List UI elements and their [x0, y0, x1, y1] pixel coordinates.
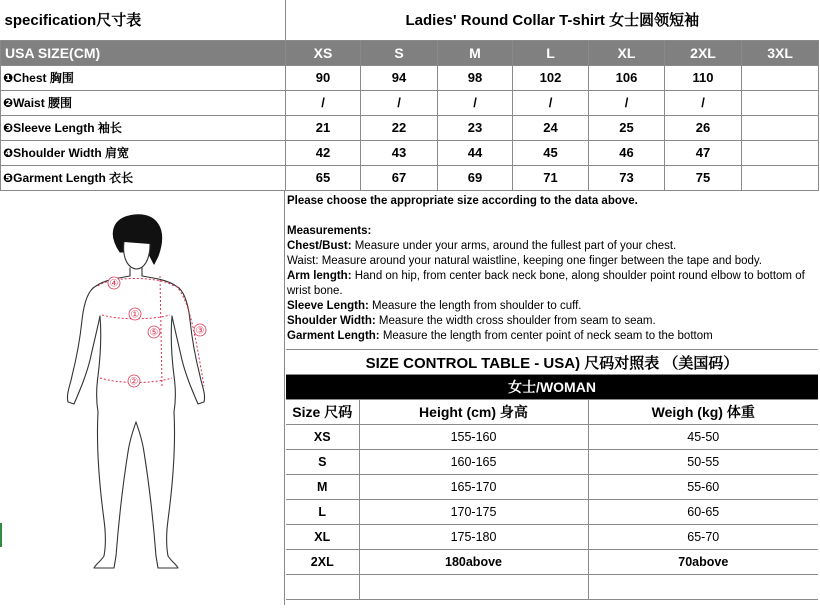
measurement-figure — [0, 190, 285, 605]
control-title: SIZE CONTROL TABLE - USA) 尺码对照表 （美国码） — [286, 350, 818, 375]
marker-chest: ① — [130, 309, 140, 321]
size-col-header: L — [513, 40, 589, 65]
size-col-header: 2XL — [665, 40, 742, 65]
header-weight: Weigh (kg) 体重 — [588, 400, 818, 425]
table-cell: 25 — [589, 115, 665, 140]
row-label: ❸Sleeve Length 袖长 — [1, 115, 286, 140]
table-row — [286, 475, 818, 500]
table-cell: 43 — [361, 140, 438, 165]
table-cell: 24 — [513, 115, 589, 140]
size-col-header: S — [361, 40, 438, 65]
note-item — [287, 314, 818, 329]
table-row — [286, 500, 818, 525]
weight-cell: 45-50 — [588, 425, 818, 450]
marker-sleeve: ③ — [195, 325, 205, 337]
table-row — [286, 575, 818, 600]
table-cell: / — [589, 90, 665, 115]
height-cell: 165-170 — [359, 475, 588, 500]
cell-marker — [0, 523, 2, 547]
note-text: Measure the width cross shoulder from seam to seam. — [375, 315, 656, 327]
table-cell — [742, 65, 819, 90]
height-cell: 160-165 — [359, 450, 588, 475]
table-cell: / — [361, 90, 438, 115]
table-cell: / — [513, 90, 589, 115]
table-cell: 42 — [286, 140, 361, 165]
note-term: Arm length: — [287, 270, 352, 282]
note-item — [287, 299, 818, 314]
table-cell: 94 — [361, 65, 438, 90]
note-text: Measure the length from shoulder to cuff. — [368, 300, 582, 312]
table-cell: 98 — [438, 65, 513, 90]
note-item — [287, 239, 818, 254]
table-cell — [742, 115, 819, 140]
height-cell: 180above — [359, 550, 588, 575]
table-cell: 22 — [361, 115, 438, 140]
size-cell — [286, 575, 359, 600]
height-cell: 155-160 — [359, 425, 588, 450]
table-cell: 73 — [589, 165, 665, 190]
size-cell: L — [286, 500, 359, 525]
note-text: Measure under your arms, around the fullest part of your chest. — [351, 240, 677, 252]
table-cell: 110 — [665, 65, 742, 90]
table-cell — [742, 90, 819, 115]
note-term: Garment Length: — [287, 330, 380, 342]
table-cell — [742, 140, 819, 165]
table-row — [1, 90, 819, 115]
note-term: Sleeve Length: — [287, 300, 369, 312]
weight-cell: 65-70 — [588, 525, 818, 550]
note-term: Waist: — [287, 255, 319, 267]
gender-band: 女士/WOMAN — [286, 375, 818, 400]
row-label: ❺Garment Length 衣长 — [1, 165, 286, 190]
size-col-header: M — [438, 40, 513, 65]
table-cell — [742, 165, 819, 190]
row-label: ❷Waist 腰围 — [1, 90, 286, 115]
table-cell: 46 — [589, 140, 665, 165]
note-term: Shoulder Width: — [287, 315, 376, 327]
height-cell: 175-180 — [359, 525, 588, 550]
size-cell: M — [286, 475, 359, 500]
product-title: Ladies' Round Collar T-shirt 女士圆领短袖 — [286, 0, 819, 40]
table-cell: 26 — [665, 115, 742, 140]
notes-intro: Please choose the appropriate size according to the data above. — [287, 195, 638, 207]
marker-waist: ② — [129, 376, 139, 388]
size-cell: XS — [286, 425, 359, 450]
note-item — [287, 269, 818, 299]
header-height: Height (cm) 身高 — [359, 400, 588, 425]
row-label: ❹Shoulder Width 肩宽 — [1, 140, 286, 165]
weight-cell: 70above — [588, 550, 818, 575]
table-row — [286, 550, 818, 575]
table-cell: / — [286, 90, 361, 115]
table-cell: 21 — [286, 115, 361, 140]
table-cell: 75 — [665, 165, 742, 190]
body-outline-illustration — [0, 190, 285, 605]
table-row — [1, 115, 819, 140]
marker-shoulder: ④ — [109, 278, 119, 290]
table-cell: 90 — [286, 65, 361, 90]
size-col-header: 3XL — [742, 40, 819, 65]
spec-title: specification尺寸表 — [1, 0, 286, 40]
notes-heading: Measurements: — [287, 225, 372, 237]
note-item — [287, 329, 818, 344]
size-cell: XL — [286, 525, 359, 550]
note-text: Measure around your natural waistline, keeping one finger between the tape and body. — [318, 255, 762, 267]
size-col-header: XS — [286, 40, 361, 65]
row-label: ❶Chest 胸围 — [1, 65, 286, 90]
height-cell: 170-175 — [359, 500, 588, 525]
weight-cell: 50-55 — [588, 450, 818, 475]
table-cell: / — [665, 90, 742, 115]
size-cell: S — [286, 450, 359, 475]
table-cell: 65 — [286, 165, 361, 190]
table-cell: 102 — [513, 65, 589, 90]
table-row — [286, 425, 818, 450]
note-term: Chest/Bust: — [287, 240, 352, 252]
note-text: Hand on hip, from center back neck bone, along shoulder point round elbow to bottom of wrist bone. — [287, 270, 805, 297]
table-cell: 44 — [438, 140, 513, 165]
table-cell: 67 — [361, 165, 438, 190]
table-row — [286, 525, 818, 550]
table-cell: / — [438, 90, 513, 115]
marker-length: ⑤ — [149, 327, 159, 339]
table-cell: 71 — [513, 165, 589, 190]
measurement-notes — [286, 191, 818, 349]
table-row — [286, 450, 818, 475]
table-row — [1, 65, 819, 90]
weight-cell: 55-60 — [588, 475, 818, 500]
table-row — [1, 165, 819, 190]
table-cell: 23 — [438, 115, 513, 140]
note-item — [287, 254, 818, 269]
size-cell: 2XL — [286, 550, 359, 575]
table-cell: 69 — [438, 165, 513, 190]
size-header-row — [1, 40, 819, 65]
size-col-header: XL — [589, 40, 665, 65]
header-size: Size 尺码 — [286, 400, 359, 425]
specification-table — [0, 0, 819, 191]
size-control-table — [286, 349, 818, 600]
table-cell: 45 — [513, 140, 589, 165]
control-header-row — [286, 400, 818, 425]
note-text: Measure the length from center point of neck seam to the bottom — [379, 330, 713, 342]
weight-cell — [588, 575, 818, 600]
table-row — [1, 140, 819, 165]
table-cell: 106 — [589, 65, 665, 90]
weight-cell: 60-65 — [588, 500, 818, 525]
table-cell: 47 — [665, 140, 742, 165]
size-header-label: USA SIZE(CM) — [1, 40, 286, 65]
height-cell — [359, 575, 588, 600]
